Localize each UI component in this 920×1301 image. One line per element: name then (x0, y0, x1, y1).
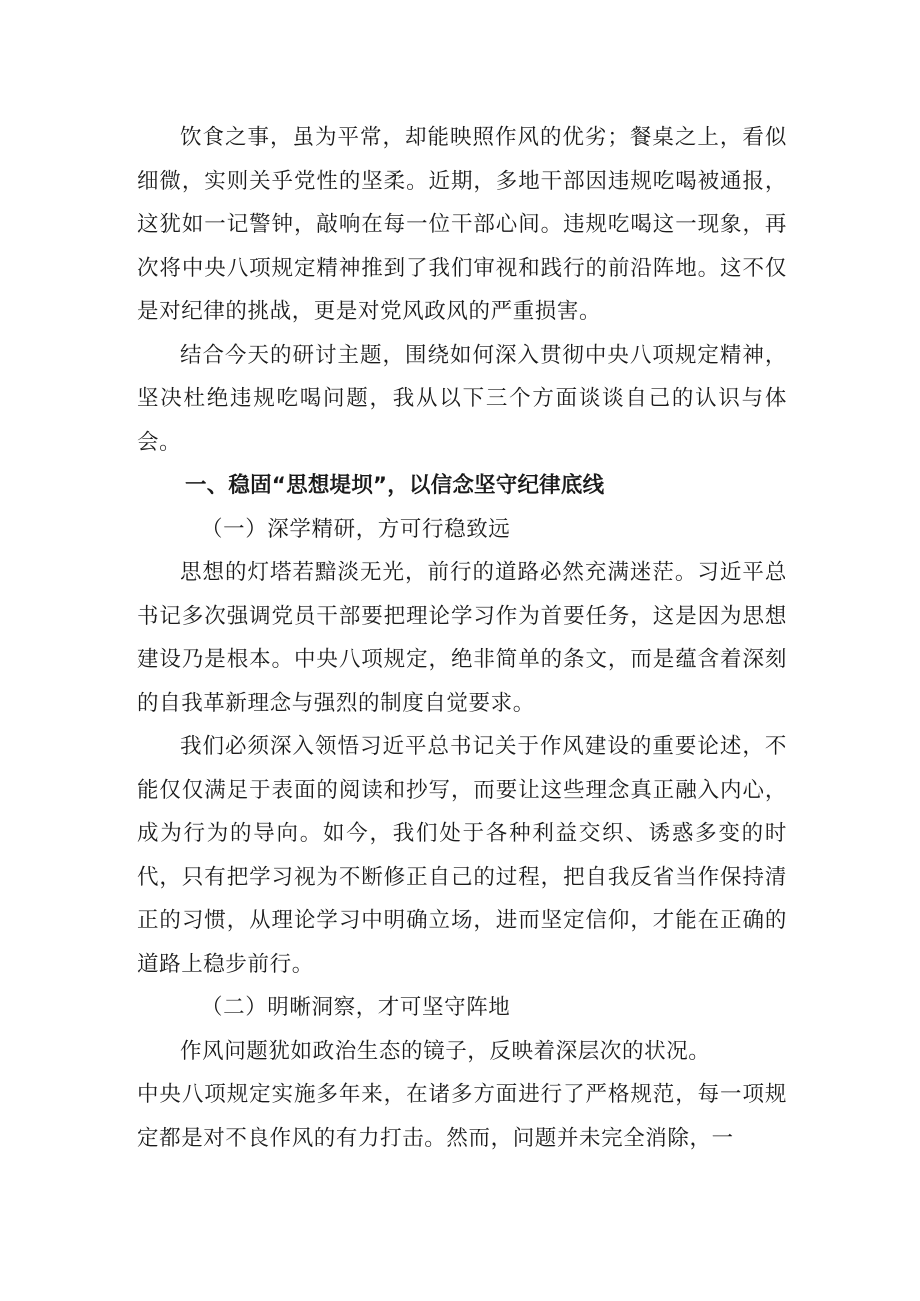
topic-paragraph: 结合今天的研讨主题，围绕如何深入贯彻中央八项规定精神，坚决杜绝违规吃喝问题，我从以下三个方面谈谈自己的认识与体会。 (137, 342, 787, 455)
section-1-paragraph-2: 我们必须深入领悟习近平总书记关于作风建设的重要论述，不能仅仅满足于表面的阅读和抄写，而要让这些理念真正融入内心，成为行为的导向。如今，我们处于各种利益交织、诱惑多变的时代，只有把学习视为不断修正自己的过程，把自我反省当作保持清正的习惯，从理论学习中明确立场，进而坚定信仰，才能在正确的道路上稳步前行。 (137, 734, 787, 977)
intro-paragraph: 饮食之事，虽为平常，却能映照作风的优劣；餐桌之上，看似细微，实则关乎党性的坚柔。近期，多地干部因违规吃喝被通报，这犹如一记警钟，敲响在每一位干部心间。违规吃喝这一现象，再次将中央八项规定精神推到了我们审视和践行的前沿阵地。这不仅是对纪律的挑战，更是对党风政风的严重损害。 (137, 125, 787, 324)
section-2-paragraph-2: 中央八项规定实施多年来，在诸多方面进行了严格规范，每一项规定都是对不良作风的有力打击。然而，问题并未完全消除，一 (137, 1082, 787, 1151)
section-heading-1: 一、稳固“思想堤坝”，以信念坚守纪律底线 (185, 473, 605, 498)
document-body (137, 116, 787, 1160)
section-1-paragraph-1: 思想的灯塔若黯淡无光，前行的道路必然充满迷茫。习近平总书记多次强调党员干部要把理论学习作为首要任务，这是因为思想建设乃是根本。中央八项规定，绝非简单的条文，而是蕴含着深刻的自我革新理念与强烈的制度自觉要求。 (137, 560, 787, 716)
section-2-paragraph-1: 作风问题犹如政治生态的镜子，反映着深层次的状况。 (180, 1038, 711, 1064)
subsection-heading-2: （二）明晰洞察，才可坚守阵地 (201, 995, 511, 1020)
subsection-heading-1: （一）深学精研，方可行稳致远 (201, 516, 511, 542)
